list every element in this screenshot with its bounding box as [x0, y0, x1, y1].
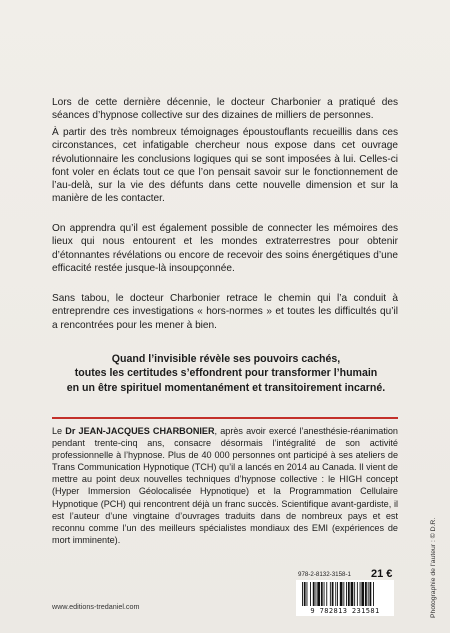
description-paragraph-1: Lors de cette dernière décennie, le docteur Charbonier a pratiqué des séances d’hypnose collective sur des dizaines de milliers de personnes. — [52, 97, 398, 122]
barcode-digits: 9 782813 231581 — [310, 607, 380, 615]
publisher-website[interactable]: www.editions-tredaniel.com — [52, 602, 140, 611]
author-bio-text: , après avoir exercé l’anesthésie-réanimation pendant trente-cinq ans, consacre désormais l’intégralité de son activité professionnelle à l’hypnose. Plus de 40 000 personnes ont participé à ses ateliers de Trans Communication Hypnotique (TCH) qu’il a lancés en 2014 au Canada. Il vient de mettre au point deux nouvelles techniques d’hypnose collective : le HIGH concept (Hyper Immersion Géolocalisée Hypnotique) et la Programmation Cellulaire Hypnotique (PCH) qui rencontrent déjà un franc succès. Scientifique avant-gardiste, il est l’auteur d’une vingtaine d’ouvrages traduits dans de nombreux pays et est reconnu comme l’un des meilleurs spécialistes mondiaux des EMI (expériences de mort imminente). — [52, 426, 398, 545]
photo-credit: Photographie de l’auteur : © D.R. — [430, 517, 437, 618]
isbn: 978-2-8132-3158-1 — [298, 571, 351, 578]
tagline — [48, 352, 404, 395]
red-divider — [52, 417, 398, 419]
barcode-bars — [296, 580, 394, 608]
description-paragraph-3: On apprendra qu’il est également possible de connecter les mémoires des lieux qui nous entourent et les mondes extraterrestres pour obtenir d’étonnantes révélations ou encore de recevoir des soins énergétiques d’une efficacité restée jusque-là insoupçonnée. — [52, 223, 398, 274]
description-paragraph-2: À partir des très nombreux témoignages époustouflants recueillis dans ces circonstances, cet infatigable chercheur nous expose dans cet ouvrage révolutionnaire les conclusions logiques qui se sont imposées à lui. Celles-ci font voler en éclats tout ce que l’on pensait savoir sur le fonctionnement de l’au-delà, sur la vie des défunts dans cette nouvelle dimension et sur la manière de les contacter. — [52, 127, 398, 205]
author-bio — [52, 425, 398, 546]
tagline-line-2: toutes les certitudes s’effondrent pour transformer l’humain — [74, 367, 378, 380]
author-name: Dr JEAN-JACQUES CHARBONIER — [65, 426, 215, 436]
tagline-line-3: en un être spirituel momentanément et transitoirement incarné. — [66, 381, 386, 394]
price: 21 € — [371, 568, 393, 580]
author-bio-prefix: Le — [52, 426, 66, 436]
barcode — [296, 580, 394, 616]
tagline-line-1: Quand l’invisible révèle ses pouvoirs cachés, — [111, 353, 341, 365]
description-paragraph-4: Sans tabou, le docteur Charbonier retrace le chemin qui l’a conduit à entreprendre ces investigations « hors-normes » et toutes les difficultés qu’il a rencontrées pour les mener à bien. — [52, 293, 398, 331]
